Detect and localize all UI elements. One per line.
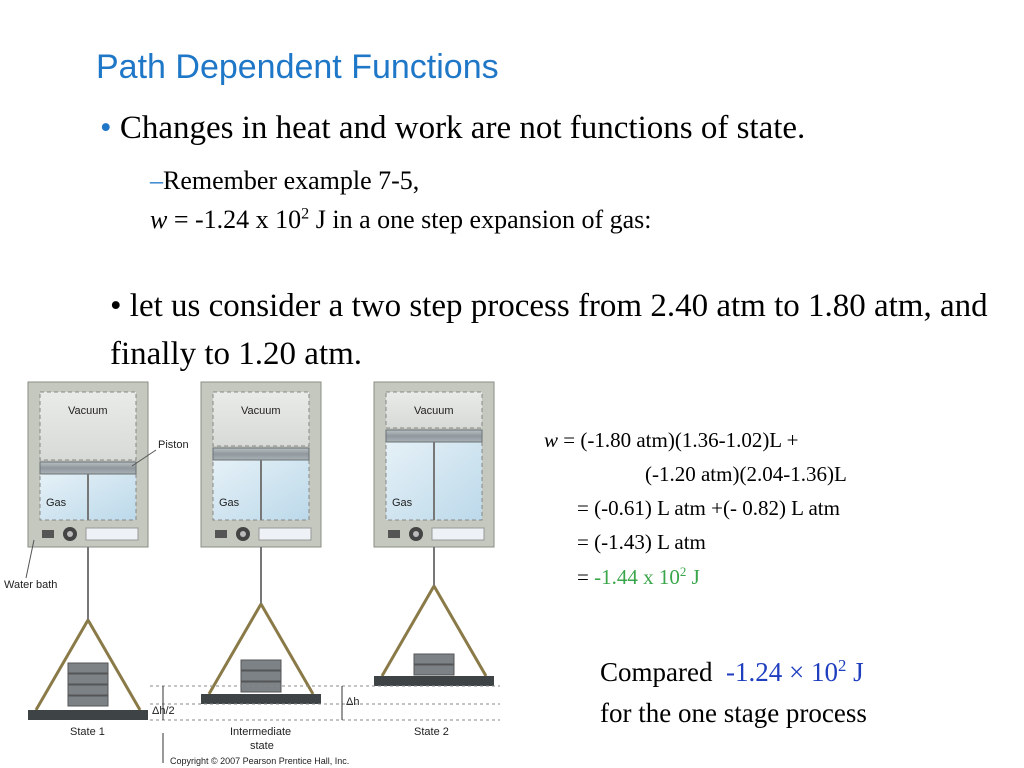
- state-2-label: State 2: [414, 726, 449, 738]
- intermediate-state-label: state: [250, 740, 274, 752]
- bath-switch: [42, 530, 54, 538]
- eq-line1-text: = (-1.80 atm)(1.36-1.02)L +: [558, 428, 799, 452]
- eq-work-symbol: w: [544, 428, 559, 452]
- weight-block: [241, 660, 281, 670]
- sub-bullet-text: Remember example 7-5,: [163, 166, 420, 195]
- gas-label: Gas: [219, 497, 240, 509]
- weight-block: [68, 674, 108, 684]
- compare-exponent: 2: [837, 656, 847, 675]
- apparatus-intermediate: [201, 382, 321, 704]
- work-desc: J in a one step expansion of gas:: [309, 205, 652, 234]
- compare-line-1: [600, 656, 864, 688]
- weight-pan: [374, 676, 494, 686]
- weight-block: [68, 685, 108, 695]
- compare-unit: J: [846, 657, 864, 687]
- sub-bullet-dash: –: [150, 166, 163, 195]
- piston-label: Piston: [158, 439, 189, 451]
- bullet-two-step: • let us consider a two step process from 2.40 atm to 1.80 atm, and finally to 1.20 atm.: [110, 288, 988, 372]
- vacuum-label: Vacuum: [241, 405, 281, 417]
- dh-label: Δh: [346, 696, 360, 708]
- vacuum-label: Vacuum: [414, 405, 454, 417]
- sub-bullet-example: [150, 166, 419, 196]
- state-1-label: State 1: [70, 726, 105, 738]
- slide-title: Path Dependent Functions: [96, 48, 499, 86]
- piston: [40, 462, 136, 474]
- gas-label: Gas: [46, 497, 67, 509]
- apparatus-state-2: [374, 382, 494, 686]
- copyright-text: Copyright © 2007 Pearson Prentice Hall, Inc.: [170, 756, 350, 766]
- equation-line-4: = (-1.43) L atm: [577, 530, 706, 554]
- eq-result-unit: J: [686, 565, 700, 589]
- work-value: = -1.24 x 10: [167, 205, 302, 234]
- gas-label: Gas: [392, 497, 413, 509]
- bullet-marker: •: [100, 110, 112, 146]
- weight-pan: [28, 710, 148, 720]
- vacuum-label: Vacuum: [68, 405, 108, 417]
- apparatus-state-1: [28, 382, 148, 720]
- bath-display: [86, 528, 138, 540]
- work-symbol: w: [150, 205, 168, 234]
- weight-block: [68, 663, 108, 673]
- compare-word: Compared: [600, 657, 713, 687]
- eq-equals: =: [577, 565, 595, 589]
- vacuum-region: [40, 392, 136, 460]
- piston-expansion-figure: [0, 378, 510, 768]
- intermediate-label: Intermediate: [230, 726, 292, 738]
- vacuum-region: [213, 392, 309, 446]
- eq-result-value: -1.44 x 10: [594, 565, 680, 589]
- bath-display: [432, 528, 484, 540]
- equation-line-2: (-1.20 atm)(2.04-1.36)L: [645, 462, 847, 486]
- piston: [386, 430, 482, 442]
- compare-line-2: for the one stage process: [600, 698, 867, 728]
- bullet-text: Changes in heat and work are not functions of state.: [119, 110, 806, 146]
- bullet-heat-work: [100, 110, 805, 147]
- work-exponent: 2: [301, 205, 310, 223]
- water-bath-label: Water bath: [4, 579, 58, 591]
- bath-switch: [215, 530, 227, 538]
- equation-line-1: [544, 428, 798, 453]
- weight-block: [414, 665, 454, 675]
- weight-block: [241, 682, 281, 692]
- equation-line-5: [577, 564, 700, 590]
- bath-switch: [388, 530, 400, 538]
- eq-result-exponent: 2: [679, 564, 687, 579]
- one-step-work: [150, 205, 652, 235]
- piston: [213, 448, 309, 460]
- dh2-label: Δh/2: [152, 705, 175, 717]
- bath-display: [259, 528, 311, 540]
- compare-value: -1.24 × 10: [725, 657, 838, 687]
- weight-block: [241, 671, 281, 681]
- weight-block: [414, 654, 454, 664]
- weight-block: [68, 696, 108, 706]
- weight-pan: [201, 694, 321, 704]
- equation-line-3: = (-0.61) L atm +(- 0.82) L atm: [577, 496, 840, 520]
